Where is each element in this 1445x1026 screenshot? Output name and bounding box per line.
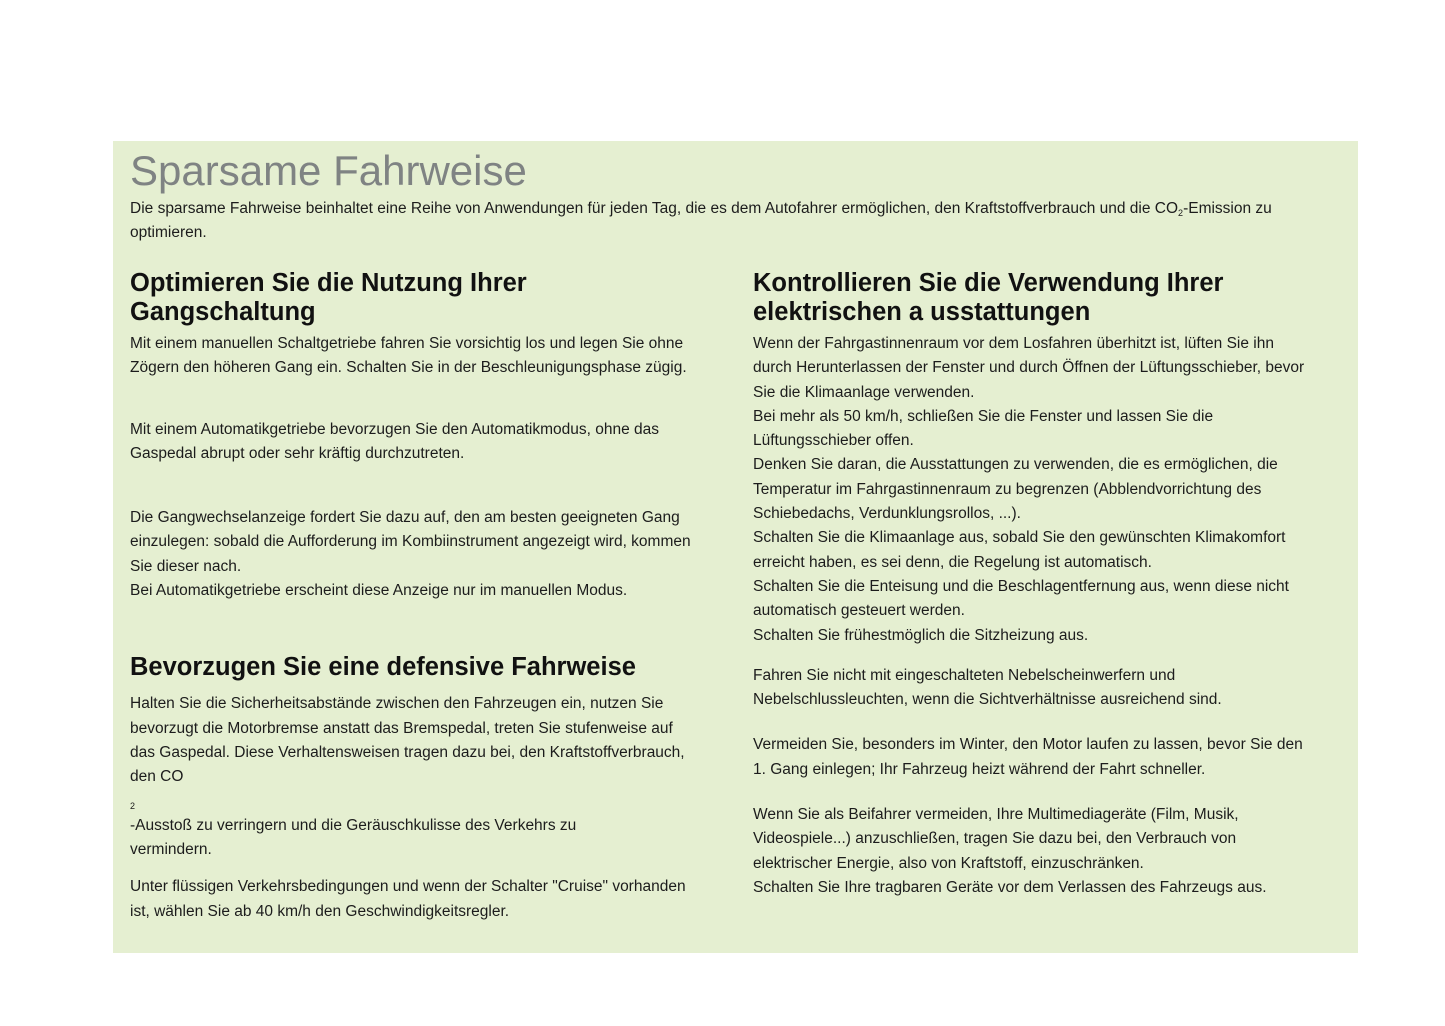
section-heading-defensive-driving: Bevorzugen Sie eine defensive Fahrweise (130, 653, 636, 682)
intro-line: optimieren. (130, 224, 207, 242)
co2-subscript: 2 (130, 800, 136, 811)
co2-subscript: 2 (1178, 208, 1184, 218)
paragraph-manual-gearbox: Mit einem manuellen Schaltgetriebe fahren Sie vorsichtig los und legen Sie ohne Zögern den höheren Gang ein. Schalten Sie in der Beschleunigungsphase zügig. (130, 335, 687, 377)
paragraph-engine-idle: Vermeiden Sie, besonders im Winter, den Motor laufen zu lassen, bevor Sie den 1. Gang einlegen; Ihr Fahrzeug heizt während der Fahrt schneller. (753, 736, 1303, 778)
paragraph-gear-indicator: Die Gangwechselanzeige fordert Sie dazu auf, den am besten geeigneten Gang einzulegen: sobald die Aufforderung im Kombiinstrument angezeigt wird, kommen Sie dieser nach. Bei Automatikgetriebe erscheint diese Anzeige nur im manuellen Modus. (130, 509, 691, 600)
paragraph-multimedia-devices: Wenn Sie als Beifahrer vermeiden, Ihre Multimediageräte (Film, Musik, Videospiele...) anzuschließen, tragen Sie dazu bei, den Verbrauch von elektrischer Energie, also von Kraftstoff, einzuschränken. Schalten Sie Ihre tragbaren Geräte vor dem Verlassen des Fahrzeugs aus. (753, 806, 1267, 896)
intro-line: Die sparsame Fahrweise beinhaltet eine Reihe von Anwendungen für jeden Tag, die es dem Autofahrer ermöglichen, den Kraftstoffverbrauch und die CO (130, 200, 1179, 217)
intro-paragraph (130, 197, 1345, 246)
section-heading-gear-shift: Optimieren Sie die Nutzung Ihrer Gangschaltung (130, 269, 527, 326)
paragraph-climate-control: Wenn der Fahrgastinnenraum vor dem Losfahren überhitzt ist, lüften Sie ihn durch Herunterlassen der Fenster und durch Öffnen der Lüftungsschieber, bevor Sie die Klimaanlage verwenden. Bei mehr als 50 km/h, schließen Sie die Fenster und lassen Sie die Lüftungsschieber offen. Denken Sie daran, die Ausstattungen zu verwenden, die es ermöglichen, die Temperatur im Fahrgastinnenraum zu begrenzen (Abblendvorrichtung des Schiebedachs, Verdunklungsrollos, ...). Schalten Sie die Klimaanlage aus, sobald Sie den gewünschten Klimakomfort erreicht haben, es sei denn, die Regelung ist automatisch. Schalten Sie die Enteisung und die Beschlagentfernung aus, wenn diese nicht automatisch gesteuert werden. Schalten Sie frühestmöglich die Sitzheizung aus. (753, 335, 1305, 644)
section-heading-electrical-equipment: Kontrollieren Sie die Verwendung Ihrer elektrischen a usstattungen (753, 269, 1224, 326)
paragraph-automatic-gearbox: Mit einem Automatikgetriebe bevorzugen Sie den Automatikmodus, ohne das Gaspedal abrupt oder sehr kräftig durchzutreten. (130, 420, 660, 462)
left-column (130, 269, 730, 924)
intro-line: -Emission zu (1183, 200, 1272, 217)
paragraph-cruise-control: Unter flüssigen Verkehrsbedingungen und wenn der Schalter "Cruise" vorhanden ist, wählen Sie ab 40 km/h den Geschwindigkeitsregler. (130, 878, 686, 920)
page-title: Sparsame Fahrweise (130, 147, 527, 194)
right-column (753, 269, 1343, 900)
paragraph-fog-lights: Fahren Sie nicht mit eingeschalteten Nebelscheinwerfern und Nebelschlussleuchten, wenn die Sichtverhältnisse ausreichend sind. (753, 666, 1222, 709)
paragraph-safety-distance: Halten Sie die Sicherheitsabstände zwischen den Fahrzeugen ein, nutzen Sie bevorzugt die Motorbremse anstatt das Bremspedal, treten Sie stufenweise auf das Gaspedal. Diese Verhaltensweisen tragen dazu bei, den Kraftstoffverbrauch, den CO $_2$ -Ausstoß zu verringern und die Geräuschkulisse des Verkehrs zu vermindern. (130, 695, 685, 859)
